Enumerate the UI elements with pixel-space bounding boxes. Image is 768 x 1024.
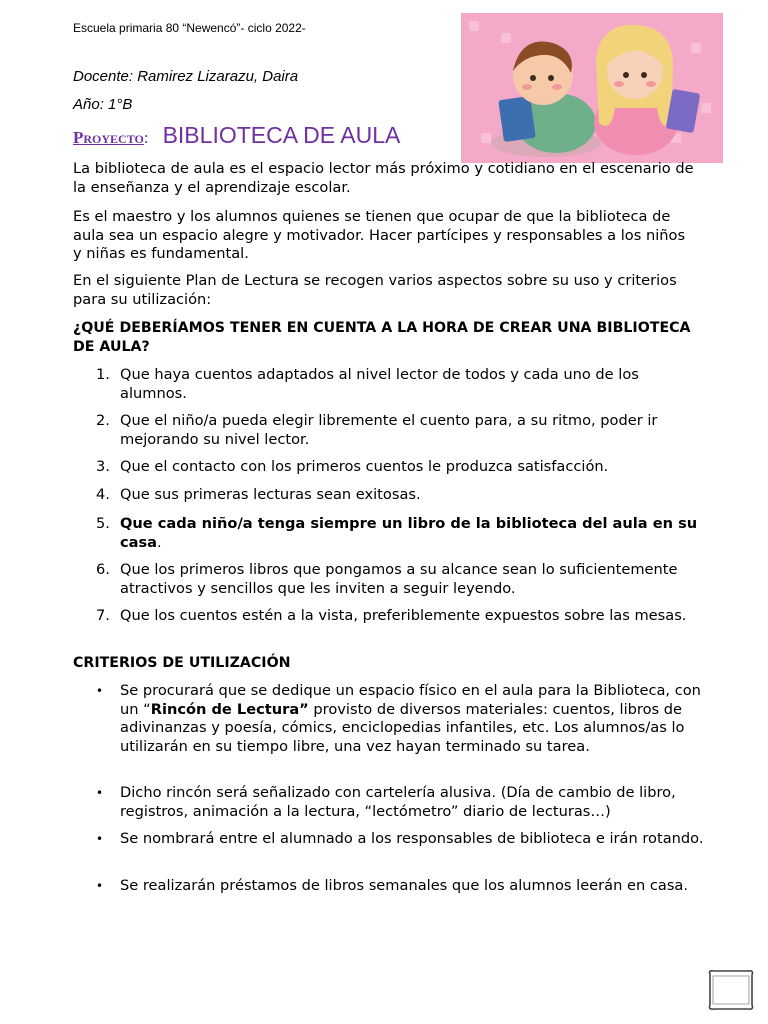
project-title [73, 122, 400, 149]
list-number: 3. [96, 458, 110, 475]
list-item-text: Que sus primeras lecturas sean exitosas. [120, 486, 421, 503]
project-name: BIBLIOTECA DE AULA [162, 122, 401, 148]
scroll-frame-icon [706, 968, 756, 1012]
bullet-item [96, 830, 706, 849]
list-item-text: Que el contacto con los primeros cuentos le produzca satisfacción. [120, 458, 609, 475]
list-item-text: Que los cuentos estén a la vista, preferiblemente expuestos sobre las mesas. [120, 607, 687, 624]
project-label: Proyecto [73, 128, 144, 147]
bullet-icon: • [96, 832, 104, 846]
school-header: Escuela primaria 80 “Newencó”- ciclo 2022- [73, 21, 306, 35]
bullet-item-text: Se nombrará entre el alumnado a los responsables de biblioteca e irán rotando. [120, 830, 704, 847]
bullet-text-post: provisto de diversos materiales: cuentos, libros de adivinanzas y poesía, cómics, enciclopedias infantiles, etc. Los alumnos/as lo utilizarán en su tiempo libre, una vez hayan terminado su tarea. [120, 700, 685, 755]
bullet-item-text: Dicho rincón será señalizado con cartelería alusiva. (Día de cambio de libro, registros, animación a la lectura, “lectómetro” diario de lecturas…) [120, 784, 676, 820]
list-item [96, 458, 706, 477]
list-number: 2. [96, 412, 110, 429]
teacher-line: Docente: Ramirez Lizarazu, Daira [73, 68, 299, 85]
list-item-tail: . [157, 533, 162, 551]
bullet-item [96, 682, 706, 756]
list-item-text [96, 515, 706, 552]
list-number: 5. [96, 515, 110, 532]
bullet-item [96, 784, 706, 821]
list-item [96, 486, 706, 505]
year-line: Año: 1°B [73, 96, 133, 113]
list-item [96, 561, 706, 598]
bullet-icon: • [96, 684, 104, 698]
list-number: 7. [96, 607, 110, 624]
children-reading-illustration [461, 13, 723, 163]
list-item [96, 607, 706, 626]
list-item-text: Que haya cuentos adaptados al nivel lector de todos y cada uno de los alumnos. [120, 366, 639, 402]
bullet-item-text: Se realizarán préstamos de libros semanales que los alumnos leerán en casa. [120, 877, 689, 894]
list-item-text: Que los primeros libros que pongamos a su alcance sean lo suficientemente atractivos y sencillos que les inviten a seguir leyendo. [120, 561, 678, 597]
list-number: 6. [96, 561, 110, 578]
intro-paragraph-2: Es el maestro y los alumnos quienes se tienen que ocupar de que la biblioteca de aula sea un espacio alegre y motivador. Hacer partícipes y responsables a los niños y niñas es fundamental. [73, 208, 686, 262]
list-item [96, 366, 706, 403]
list-item [96, 412, 706, 449]
list-item-text: Que el niño/a pueda elegir libremente el cuento para, a su ritmo, poder ir mejorando su nivel lector. [120, 412, 658, 448]
bullet-icon: • [96, 879, 104, 893]
list-item-bold-text: Que cada niño/a tenga siempre un libro de la biblioteca del aula en su casa [120, 515, 698, 551]
bullet-text-bold: Rincón de Lectura” [150, 700, 309, 718]
bullet-item [96, 877, 706, 896]
intro-paragraph-3: En el siguiente Plan de Lectura se recogen varios aspectos sobre su uso y criterios para su utilización: [73, 272, 677, 308]
list-number: 4. [96, 486, 110, 503]
list-item [96, 515, 706, 552]
bullet-item-text [96, 682, 706, 756]
bullet-icon: • [96, 786, 104, 800]
intro-paragraph-1: La biblioteca de aula es el espacio lector más próximo y cotidiano en el escenario de la enseñanza y el aprendizaje escolar. [73, 160, 694, 196]
section-heading-criteria: CRITERIOS DE UTILIZACIÓN [73, 655, 291, 671]
project-colon: : [143, 128, 149, 147]
bullet-text-pre: Se procurará que se dedique un espacio físico en el aula para la Biblioteca, con un “ [120, 682, 701, 718]
section-heading-considerations: ¿QUÉ DEBERÍAMOS TENER EN CUENTA A LA HORA DE CREAR UNA BIBLIOTECA DE AULA? [73, 320, 691, 355]
list-number: 1. [96, 366, 110, 383]
children-reading-icon [461, 13, 723, 163]
